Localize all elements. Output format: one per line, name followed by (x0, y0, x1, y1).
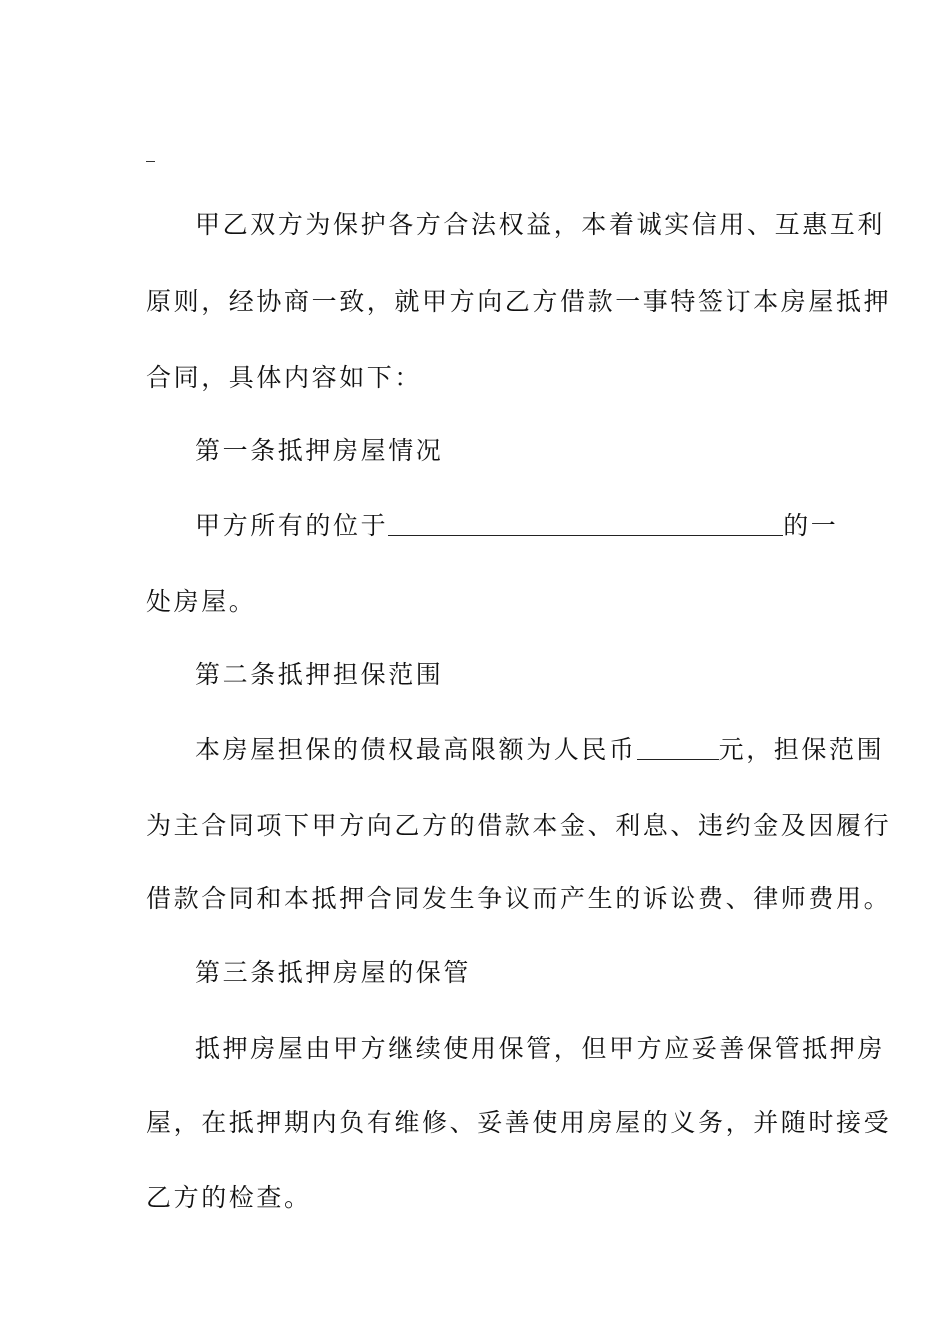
article-1-text-after-blank: 的一 (783, 511, 839, 540)
corner-mark (146, 161, 155, 162)
paragraph-intro-line-3: 合同，具体内容如下： (146, 363, 423, 392)
article-3-heading: 第三条抵押房屋的保管 (195, 958, 472, 987)
location-blank (388, 513, 783, 536)
article-1-heading: 第一条抵押房屋情况 (195, 436, 444, 465)
article-2-line-3: 借款合同和本抵押合同发生争议而产生的诉讼费、律师费用。 (146, 884, 892, 913)
amount-blank (637, 737, 719, 760)
article-2-line-2: 为主合同项下甲方向乙方的借款本金、利息、违约金及因履行 (146, 811, 892, 840)
paragraph-intro-line-1: 甲乙双方为保护各方合法权益，本着诚实信用、互惠互利 (195, 210, 886, 239)
article-3-line-3: 乙方的检查。 (146, 1183, 312, 1212)
article-2-heading: 第二条抵押担保范围 (195, 660, 444, 689)
article-3-line-1: 抵押房屋由甲方继续使用保管，但甲方应妥善保管抵押房 (195, 1034, 886, 1063)
article-1-text-before-blank: 甲方所有的位于 (195, 511, 389, 540)
article-3-line-2: 屋，在抵押期内负有维修、妥善使用房屋的义务，并随时接受 (146, 1108, 892, 1137)
article-1-line-1 (195, 511, 838, 541)
article-2-line-1 (195, 735, 884, 765)
article-2-text-before-blank: 本房屋担保的债权最高限额为人民币 (195, 735, 637, 764)
paragraph-intro-line-2: 原则，经协商一致，就甲方向乙方借款一事特签订本房屋抵押 (146, 287, 892, 316)
article-1-line-2: 处房屋。 (146, 587, 257, 616)
article-2-text-after-blank: 元，担保范围 (718, 735, 885, 764)
